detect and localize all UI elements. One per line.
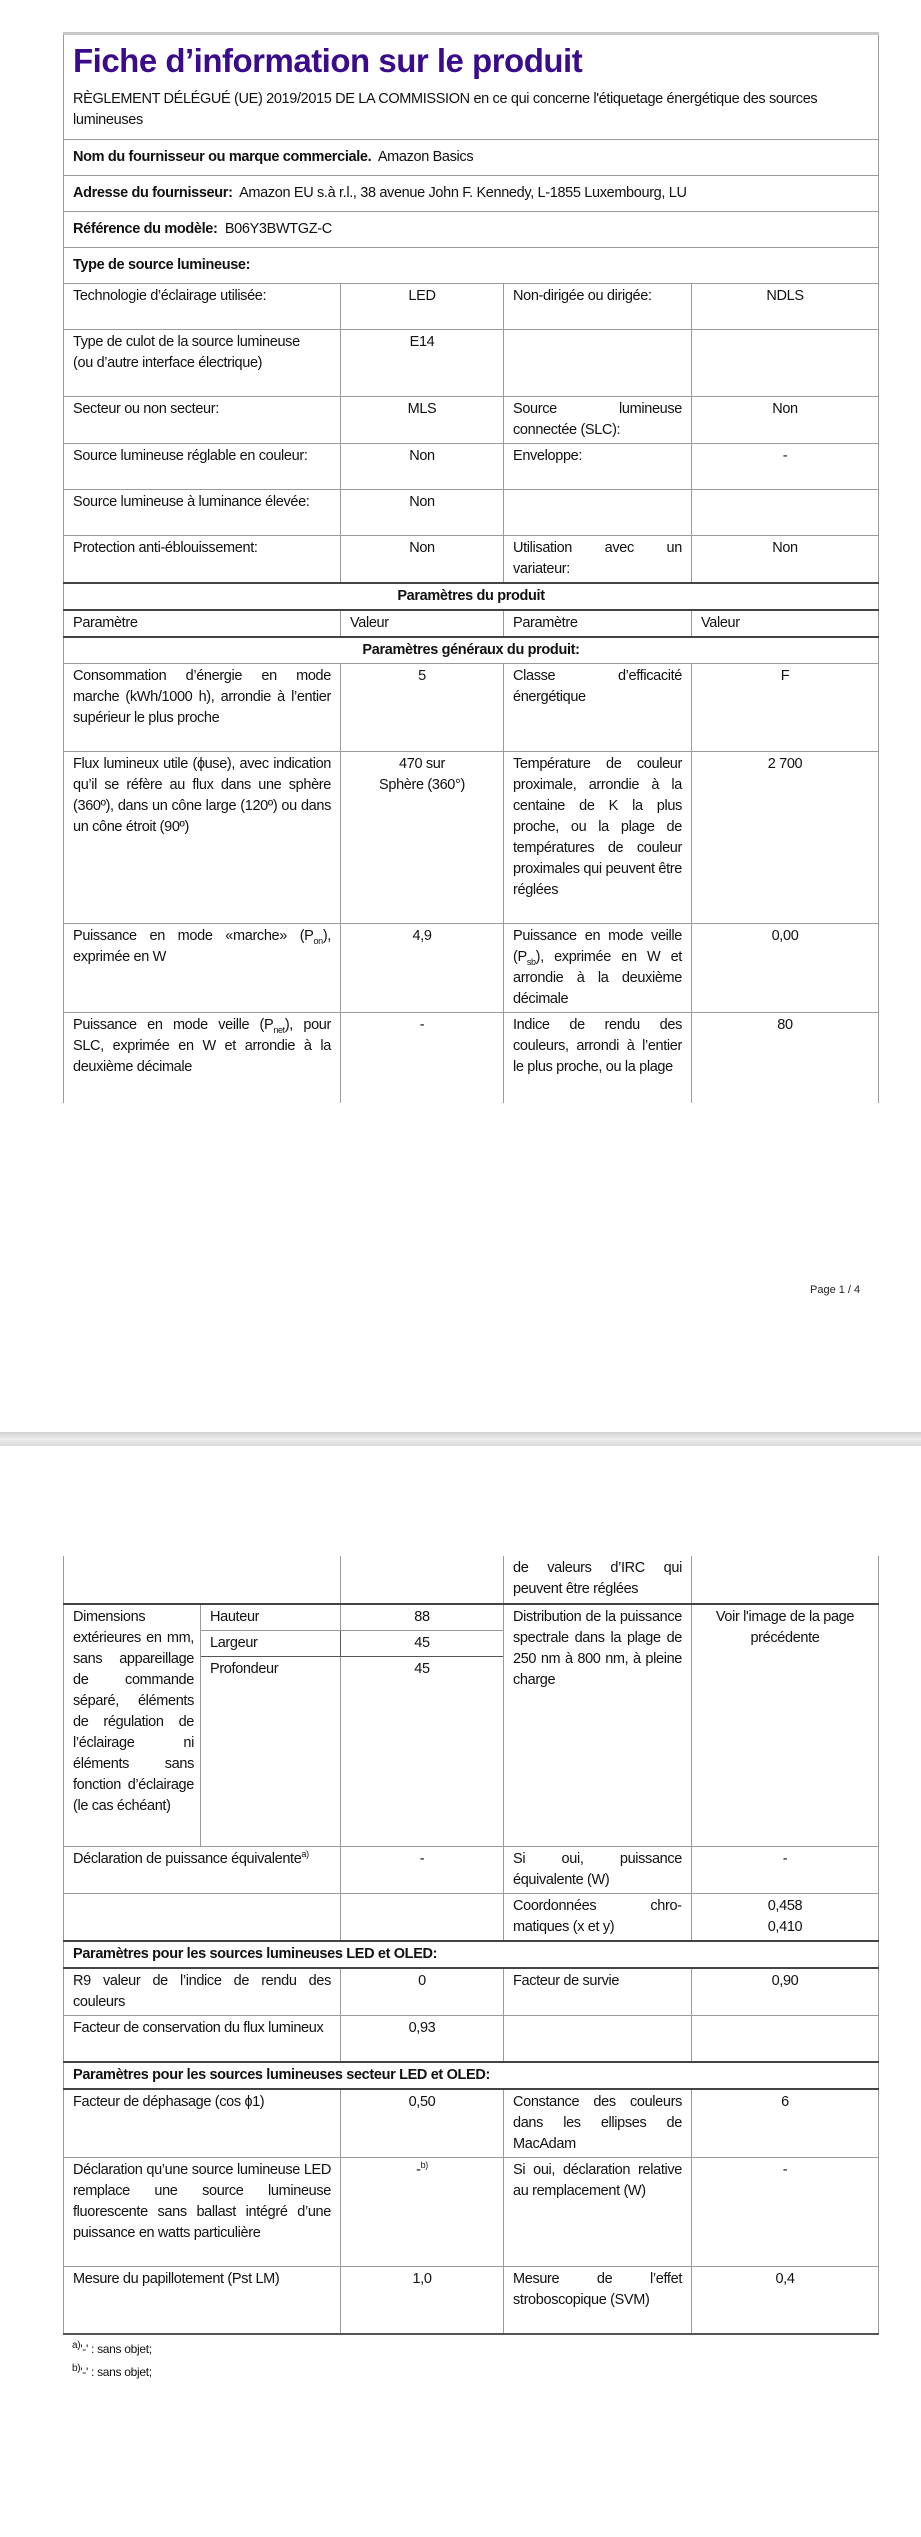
mains-heading: Paramètres pour les sources lumineuses secteur LED et OLED: [64,2062,879,2089]
column-header: Paramètre [504,610,692,637]
page-separator [0,1432,921,1446]
table-row: Type de culot de la source lumineuse (ou d’autre interface électrique) E14 [64,330,879,397]
table-row: Coordonnées chromatiques (x et y) 0,458 0,410 [64,1894,879,1942]
supplier-name-label: Nom du fournisseur ou marque commerciale. [73,149,372,165]
table-row: Protection anti-éblouissement: Non Utilisation avec un variateur: Non [64,536,879,584]
product-info-table-page-2 [63,1556,879,2335]
supplier-name-value: Amazon Basics [377,149,474,165]
page-title: Fiche d’information sur le produit [73,42,583,79]
table-row: Facteur de conservation du flux lumineux 0,93 [64,2016,879,2062]
table-row: Puissance en mode veille $(P_{net})$, pour SLC, exprimée en W et arrondie à la deuxième décimale - Indice de rendu des couleurs, arrondi à l’entier le plus proche, ou la plage 80 [64,1013,879,1103]
table-row: Puissance en mode «marche» $(P_{on})$, exprimée en W 4,9 Puissance en mode veille $(P_{sb})$, exprimée en W et arrondie à la deuxième décimale 0,00 [64,924,879,1013]
dimensions-row: Profondeur 45 [64,1657,879,1847]
page-2 [63,1556,878,2387]
regulation-text: RÈGLEMENT DÉLÉGUÉ (UE) 2019/2015 DE LA COMMISSION en ce qui concerne l'étiquetage énergétique des sources lumineuses [73,91,818,128]
table-row: Source lumineuse à luminance élevée: Non [64,490,879,536]
table-row: de valeurs d’IRC qui peuvent être réglées [64,1556,879,1604]
table-row: Consommation d’énergie en mode marche (kWh/1000 h), arrondie à l’entier supérieur le plus proche 5 Classe d’efficacité énergétique F [64,664,879,752]
column-header: Valeur [692,610,879,637]
supplier-address-row [64,176,879,212]
supplier-name-row [64,140,879,176]
led-heading-row [64,1941,879,1968]
product-info-table-page-1 [63,32,879,1103]
table-row: Flux lumineux utile (ɸuse), avec indication qu’il se réfère au flux dans une sphère (360º), dans un cône large (120º) ou dans un cône étroit (90º) 470 sur Sphère (360°) Température de couleur proximale, arrondie à la centaine de K la plus proche, ou la plage de températures de couleur proximales qui peuvent être réglées 2 700 [64,752,879,924]
page-1 [63,32,878,1103]
product-params-heading-row [64,583,879,610]
title-row [64,34,879,140]
supplier-address-value: Amazon EU s.à r.l., 38 avenue John F. Kennedy, L-1855 Luxembourg, LU [239,185,687,201]
column-header: Valeur [341,610,504,637]
led-heading: Paramètres pour les sources lumineuses LED et OLED: [64,1941,879,1968]
general-heading-row [64,637,879,664]
mains-heading-row [64,2062,879,2089]
energy-class-value: F [692,664,879,752]
type-heading: Type de source lumineuse: [64,248,879,284]
table-row: Technologie d’éclairage utilisée: LED Non-dirigée ou dirigée: NDLS [64,284,879,330]
table-row: R9 valeur de l’indice de rendu des couleurs 0 Facteur de survie 0,90 [64,1968,879,2016]
general-heading: Paramètres généraux du produit: [64,637,879,664]
table-row: Déclaration de puissance équivalente$^{a)}$ - Si oui, puissance équivalente (W) - [64,1847,879,1894]
table-row: Facteur de déphasage (cos ɸ1) 0,50 Constance des couleurs dans les ellipses de MacAdam 6 [64,2089,879,2158]
page-number: Page 1 / 4 [810,1284,861,1296]
footnotes [72,2341,878,2380]
table-row: Déclaration qu’une source lumineuse LED remplace une source lumineuse fluorescente sans ballast intégré d’une puissance en watts particulière -$^{b)}$ Si oui, déclaration relative au remplacement (W) - [64,2157,879,2266]
model-ref-label: Référence du modèle: [73,221,218,237]
column-header: Paramètre [64,610,341,637]
supplier-address-label: Adresse du fournisseur: [73,185,233,201]
dimensions-row: Largeur 45 [64,1631,879,1657]
dimensions-label: Dimensions extérieures en mm, sans appareillage de commande séparé, éléments de régulation de l’éclairage ni éléments sans fonction d’éclairage (le cas échéant) [64,1604,201,1847]
table-row: Secteur ou non secteur: MLS Source lumineuse connectée (SLC): Non [64,397,879,444]
model-ref-row [64,212,879,248]
table-row: Source lumineuse réglable en couleur: Non Enveloppe: - [64,444,879,490]
column-header-row [64,610,879,637]
model-ref-value: B06Y3BWTGZ-C [224,221,332,237]
table-row: Mesure du papillotement (Pst LM) 1,0 Mesure de l’effet stroboscopique (SVM) 0,4 [64,2266,879,2334]
dimensions-row: Dimensions extérieures en mm, sans appareillage de commande séparé, éléments de régulation de l’éclairage ni éléments sans fonction d’éclairage (le cas échéant) Hauteur 88 Distribution de la puissance spectrale dans la plage de 250 nm à 800 nm, à pleine charge Voir l'image de la page précédente [64,1604,879,1631]
product-params-heading: Paramètres du produit [64,583,879,610]
footnote: $^{b)}$'-' : sans objet; [72,2363,152,2379]
type-heading-row [64,248,879,284]
footnote: $^{a)}$'-' : sans objet; [72,2340,152,2356]
